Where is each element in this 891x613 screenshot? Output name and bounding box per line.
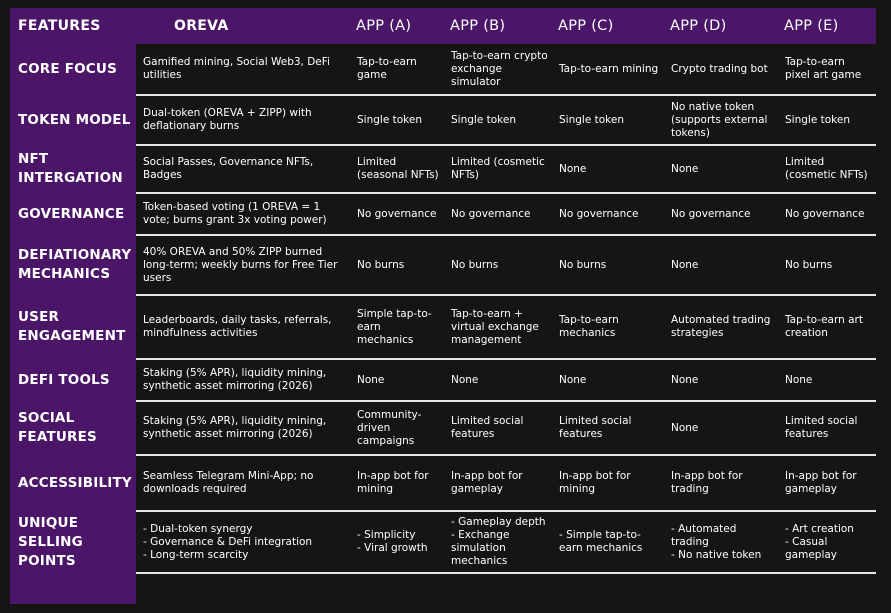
- cell-app-e: Limited (cosmetic NFTs): [778, 145, 876, 193]
- cell-app-d: None: [664, 359, 778, 401]
- header-oreva: OREVA: [174, 18, 229, 34]
- cell-oreva: Gamified mining, Social Web3, DeFi utilities: [136, 44, 350, 95]
- cell-app-e: Tap-to-earn pixel art game: [778, 44, 876, 95]
- cell-app-b: Tap-to-earn + virtual exchange management: [444, 295, 552, 359]
- row-feature-label: GOVERNANCE: [18, 205, 125, 222]
- cell-app-d: Automated trading strategies: [664, 295, 778, 359]
- cell-app-b: Tap-to-earn crypto exchange simulator: [444, 44, 552, 95]
- cell-app-c: Tap-to-earn mechanics: [552, 295, 664, 359]
- cell-app-c: Single token: [552, 95, 664, 145]
- row-feature-label: USER ENGAGEMENT: [18, 309, 126, 344]
- cell-app-c: No governance: [552, 193, 664, 235]
- cell-app-b: No burns: [444, 235, 552, 295]
- cell-app-a: - Simplicity - Viral growth: [350, 511, 444, 573]
- table-row: [10, 44, 876, 95]
- header-app-a: APP (A): [356, 18, 412, 34]
- cell-app-c: Limited social features: [552, 401, 664, 455]
- table-row: [10, 401, 876, 455]
- cell-app-b: Limited social features: [444, 401, 552, 455]
- cell-app-a: Single token: [350, 95, 444, 145]
- cell-oreva: Staking (5% APR), liquidity mining, synthetic asset mirroring (2026): [136, 401, 350, 455]
- cell-app-b: - Gameplay depth - Exchange simulation mechanics: [444, 511, 552, 573]
- cell-app-d: None: [664, 401, 778, 455]
- cell-app-e: No governance: [778, 193, 876, 235]
- cell-app-a: None: [350, 359, 444, 401]
- cell-app-c: Tap-to-earn mining: [552, 44, 664, 95]
- header-app-d: APP (D): [670, 18, 727, 34]
- cell-app-e: - Art creation - Casual gameplay: [778, 511, 876, 573]
- cell-app-d: None: [664, 145, 778, 193]
- cell-app-c: None: [552, 359, 664, 401]
- cell-app-d: No native token (supports external tokens): [664, 95, 778, 145]
- cell-app-c: None: [552, 145, 664, 193]
- cell-app-e: Single token: [778, 95, 876, 145]
- table-row: [10, 193, 876, 235]
- cell-oreva: 40% OREVA and 50% ZIPP burned long-term; weekly burns for Free Tier users: [136, 235, 350, 295]
- row-feature-label: DEFI TOOLS: [18, 371, 110, 388]
- table-row: [10, 145, 876, 193]
- cell-app-c: No burns: [552, 235, 664, 295]
- cell-app-b: No governance: [444, 193, 552, 235]
- cell-app-a: In-app bot for mining: [350, 455, 444, 511]
- table-row: [10, 511, 876, 573]
- header-features: FEATURES: [18, 18, 101, 34]
- table-row: [10, 95, 876, 145]
- header-row: [10, 8, 876, 44]
- cell-app-c: In-app bot for mining: [552, 455, 664, 511]
- cell-app-a: No governance: [350, 193, 444, 235]
- row-feature-label: CORE FOCUS: [18, 61, 117, 77]
- cell-app-c: - Simple tap-to-earn mechanics: [552, 511, 664, 573]
- table-row: [10, 455, 876, 511]
- row-feature-label: UNIQUE SELLING POINTS: [18, 514, 83, 569]
- row-feature-label: SOCIAL FEATURES: [18, 410, 97, 445]
- cell-app-e: None: [778, 359, 876, 401]
- cell-app-a: Limited (seasonal NFTs): [350, 145, 444, 193]
- cell-app-d: - Automated trading - No native token: [664, 511, 778, 573]
- table-row: [10, 235, 876, 295]
- header-app-e: APP (E): [784, 18, 839, 34]
- cell-oreva: Leaderboards, daily tasks, referrals, mindfulness activities: [136, 295, 350, 359]
- cell-app-a: Community-driven campaigns: [350, 401, 444, 455]
- table-row: [10, 295, 876, 359]
- table-row: [10, 359, 876, 401]
- cell-app-e: No burns: [778, 235, 876, 295]
- cell-app-a: Tap-to-earn game: [350, 44, 444, 95]
- cell-app-b: Single token: [444, 95, 552, 145]
- cell-oreva: - Dual-token synergy - Governance & DeFi integration - Long-term scarcity: [136, 511, 350, 573]
- cell-app-d: In-app bot for trading: [664, 455, 778, 511]
- cell-oreva: Seamless Telegram Mini-App; no downloads required: [136, 455, 350, 511]
- cell-app-a: Simple tap-to-earn mechanics: [350, 295, 444, 359]
- cell-app-b: None: [444, 359, 552, 401]
- row-feature-label: ACCESSIBILITY: [18, 474, 132, 491]
- cell-oreva: Social Passes, Governance NFTs, Badges: [136, 145, 350, 193]
- cell-oreva: Token-based voting (1 OREVA = 1 vote; burns grant 3x voting power): [136, 193, 350, 235]
- header-app-c: APP (C): [558, 18, 614, 34]
- cell-app-d: Crypto trading bot: [664, 44, 778, 95]
- cell-app-a: No burns: [350, 235, 444, 295]
- cell-app-e: Tap-to-earn art creation: [778, 295, 876, 359]
- cell-app-e: Limited social features: [778, 401, 876, 455]
- comparison-table: [10, 8, 876, 574]
- cell-app-b: Limited (cosmetic NFTs): [444, 145, 552, 193]
- cell-oreva: Staking (5% APR), liquidity mining, synthetic asset mirroring (2026): [136, 359, 350, 401]
- cell-app-b: In-app bot for gameplay: [444, 455, 552, 511]
- cell-app-e: In-app bot for gameplay: [778, 455, 876, 511]
- row-feature-label: TOKEN MODEL: [18, 111, 131, 128]
- cell-app-d: No governance: [664, 193, 778, 235]
- header-app-b: APP (B): [450, 18, 506, 34]
- row-feature-label: NFT INTERGATION: [18, 151, 123, 186]
- row-feature-label: DEFIATIONARY MECHANICS: [18, 247, 132, 282]
- cell-oreva: Dual-token (OREVA + ZIPP) with deflationary burns: [136, 95, 350, 145]
- cell-app-d: None: [664, 235, 778, 295]
